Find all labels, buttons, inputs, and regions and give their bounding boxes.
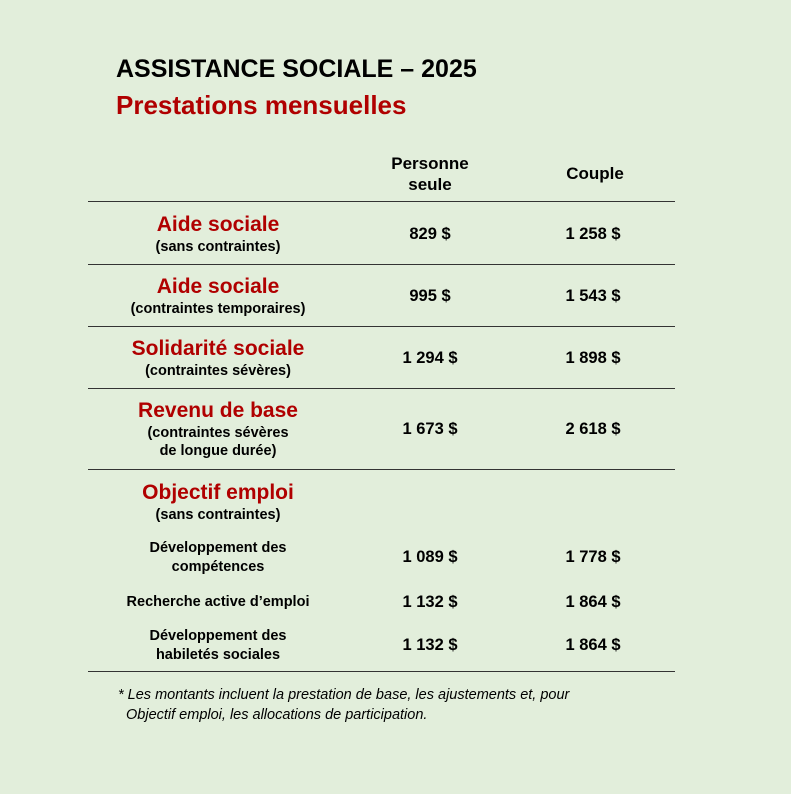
page-title: ASSISTANCE SOCIALE – 2025 (116, 55, 477, 83)
table-bottom-divider (88, 671, 675, 672)
column-header-single-line1: Personne (391, 154, 469, 173)
program-condition-line1: (contraintes sévères (147, 425, 289, 441)
subitem-developpement-competences (88, 539, 348, 577)
amount-couple: 2 618 $ (565, 420, 621, 438)
table-divider (88, 264, 675, 265)
subitem-developpement-habiletes (88, 627, 348, 665)
row-label-objectif-emploi (88, 480, 348, 525)
amount-couple: 1 543 $ (565, 287, 621, 305)
subitem-recherche-emploi (88, 593, 348, 612)
program-condition: (sans contraintes) (155, 507, 281, 523)
program-name: Objectif emploi (142, 481, 294, 504)
table-divider (88, 388, 675, 389)
amount-single: 995 $ (409, 287, 451, 305)
program-name: Revenu de base (138, 399, 298, 422)
program-condition: (sans contraintes) (155, 239, 281, 255)
subitem-line1: Développement des (149, 628, 287, 644)
row-label-aide-sociale-temporaires (88, 274, 348, 319)
table-divider (88, 326, 675, 327)
subitem-line1: Développement des (149, 540, 287, 556)
program-condition-line2: de longue durée) (159, 443, 277, 459)
amount-couple: 1 898 $ (565, 349, 621, 367)
amount-couple: 1 258 $ (565, 225, 621, 243)
amount-couple: 1 778 $ (565, 548, 621, 566)
program-name: Aide sociale (156, 275, 280, 298)
column-header-couple: Couple (566, 164, 624, 183)
row-label-revenu-de-base (88, 398, 348, 461)
table-divider (88, 469, 675, 470)
footnote-line2: Objectif emploi, les allocations de participation. (126, 707, 428, 723)
amount-single: 1 673 $ (402, 420, 458, 438)
amount-couple: 1 864 $ (565, 636, 621, 654)
program-condition: (contraintes sévères) (145, 363, 291, 379)
amount-single: 1 089 $ (402, 548, 458, 566)
subitem-line2: compétences (171, 559, 265, 575)
program-name: Solidarité sociale (131, 337, 305, 360)
amount-couple: 1 864 $ (565, 593, 621, 611)
footnote (118, 685, 569, 725)
amount-single: 829 $ (409, 225, 451, 243)
amount-single: 1 132 $ (402, 636, 458, 654)
row-label-solidarite-sociale (88, 336, 348, 381)
table-divider (88, 201, 675, 202)
page-subtitle: Prestations mensuelles (116, 90, 407, 120)
column-header-single (370, 153, 490, 195)
column-header-single-line2: seule (408, 175, 452, 194)
program-name: Aide sociale (156, 213, 280, 236)
subitem-line1: Recherche active d’emploi (126, 594, 310, 610)
amount-single: 1 132 $ (402, 593, 458, 611)
amount-single: 1 294 $ (402, 349, 458, 367)
subitem-line2: habiletés sociales (155, 647, 281, 663)
program-condition: (contraintes temporaires) (130, 301, 306, 317)
row-label-aide-sociale-sans (88, 212, 348, 257)
footnote-line1: * Les montants incluent la prestation de base, les ajustements et, pour (118, 687, 570, 703)
